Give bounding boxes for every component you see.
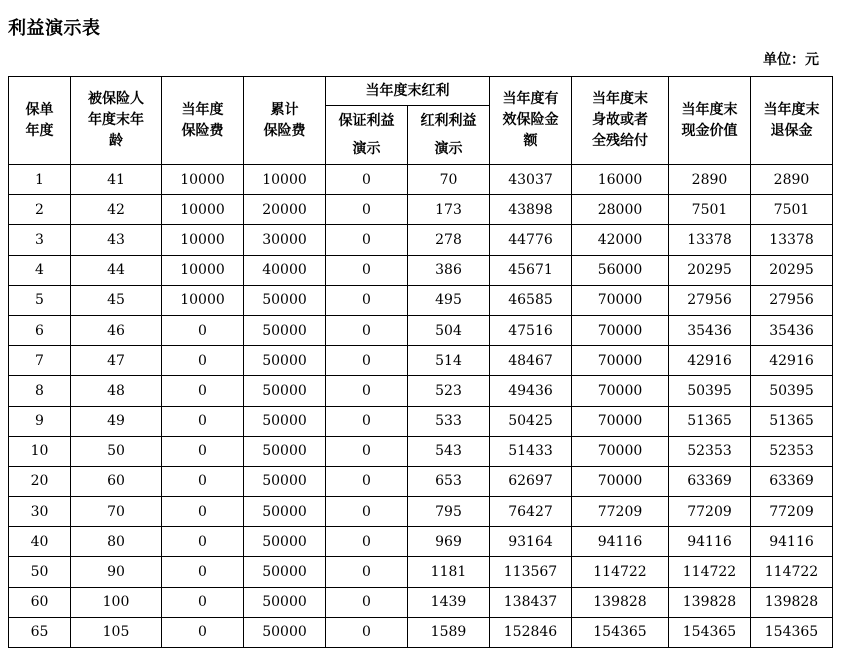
table-cell: 94116 — [572, 527, 669, 557]
table-cell: 42 — [71, 195, 162, 225]
table-cell: 70000 — [572, 285, 669, 315]
table-cell: 43898 — [490, 195, 572, 225]
table-cell: 0 — [326, 436, 408, 466]
header-line: 当年度末 — [763, 101, 820, 118]
table-cell: 10000 — [244, 165, 326, 195]
table-cell: 114722 — [751, 557, 833, 587]
table-cell: 52353 — [669, 436, 751, 466]
table-cell: 70000 — [572, 315, 669, 345]
table-cell: 7 — [9, 346, 71, 376]
header-line: 保险费 — [181, 122, 224, 139]
table-cell: 94116 — [669, 527, 751, 557]
header-insured-age — [71, 77, 162, 165]
table-cell: 0 — [326, 255, 408, 285]
table-cell: 46 — [71, 315, 162, 345]
table-row — [9, 376, 833, 406]
table-cell: 50000 — [244, 617, 326, 647]
table-row — [9, 587, 833, 617]
table-cell: 50000 — [244, 466, 326, 496]
header-line: 当年度末 — [592, 91, 648, 107]
table-cell: 0 — [326, 346, 408, 376]
table-header — [9, 77, 833, 165]
table-cell: 8 — [9, 376, 71, 406]
table-cell: 42916 — [669, 346, 751, 376]
table-cell: 114722 — [572, 557, 669, 587]
unit-label: 单位：元 — [763, 52, 819, 68]
table-cell: 0 — [162, 466, 244, 496]
table-cell: 50000 — [244, 497, 326, 527]
table-cell: 114722 — [669, 557, 751, 587]
table-row — [9, 557, 833, 587]
table-cell: 0 — [326, 617, 408, 647]
table-cell: 30 — [9, 497, 71, 527]
table-cell: 0 — [162, 376, 244, 406]
table-cell: 45 — [71, 285, 162, 315]
table-cell: 30000 — [244, 225, 326, 255]
table-cell: 46585 — [490, 285, 572, 315]
header-line: 效保险金 — [502, 112, 559, 128]
table-cell: 63369 — [669, 466, 751, 496]
table-cell: 0 — [162, 315, 244, 345]
table-cell: 0 — [162, 617, 244, 647]
table-cell: 94116 — [751, 527, 833, 557]
table-row — [9, 346, 833, 376]
table-cell: 70000 — [572, 376, 669, 406]
table-cell: 28000 — [572, 195, 669, 225]
table-cell: 52353 — [751, 436, 833, 466]
table-row — [9, 225, 833, 255]
table-cell: 16000 — [572, 165, 669, 195]
table-cell: 0 — [326, 165, 408, 195]
table-cell: 13378 — [751, 225, 833, 255]
table-cell: 1181 — [408, 557, 490, 587]
table-cell: 60 — [71, 466, 162, 496]
header-death-benefit — [572, 77, 669, 165]
table-cell: 20 — [9, 466, 71, 496]
table-cell: 504 — [408, 315, 490, 345]
table-cell: 154365 — [572, 617, 669, 647]
table-cell: 0 — [326, 527, 408, 557]
table-cell: 0 — [162, 436, 244, 466]
table-cell: 969 — [408, 527, 490, 557]
page-title: 利益演示表 — [8, 18, 101, 39]
table-cell: 70000 — [572, 436, 669, 466]
table-cell: 40000 — [244, 255, 326, 285]
table-row — [9, 436, 833, 466]
table-cell: 10000 — [162, 165, 244, 195]
table-cell: 50425 — [490, 406, 572, 436]
header-line: 年度末年 — [88, 112, 144, 128]
table-cell: 20295 — [751, 255, 833, 285]
table-cell: 0 — [162, 497, 244, 527]
table-cell: 533 — [408, 406, 490, 436]
table-cell: 50000 — [244, 406, 326, 436]
table-cell: 20000 — [244, 195, 326, 225]
table-cell: 4 — [9, 255, 71, 285]
table-cell: 495 — [408, 285, 490, 315]
header-line: 被保险人 — [88, 91, 144, 107]
table-cell: 70 — [408, 165, 490, 195]
table-cell: 543 — [408, 436, 490, 466]
table-cell: 3 — [9, 225, 71, 255]
table-row — [9, 285, 833, 315]
table-cell: 48 — [71, 376, 162, 406]
table-cell: 50000 — [244, 315, 326, 345]
table-cell: 0 — [162, 527, 244, 557]
table-cell: 70000 — [572, 406, 669, 436]
table-cell: 45671 — [490, 255, 572, 285]
table-cell: 49436 — [490, 376, 572, 406]
table-cell: 70 — [71, 497, 162, 527]
table-cell: 653 — [408, 466, 490, 496]
table-cell: 50 — [71, 436, 162, 466]
table-cell: 0 — [162, 587, 244, 617]
table-cell: 60 — [9, 587, 71, 617]
table-cell: 47 — [71, 346, 162, 376]
table-cell: 0 — [326, 466, 408, 496]
table-cell: 10000 — [162, 255, 244, 285]
table-cell: 80 — [71, 527, 162, 557]
table-cell: 77209 — [572, 497, 669, 527]
table-cell: 0 — [162, 557, 244, 587]
table-cell: 65 — [9, 617, 71, 647]
table-cell: 50000 — [244, 285, 326, 315]
table-cell: 0 — [162, 406, 244, 436]
table-cell: 795 — [408, 497, 490, 527]
table-cell: 0 — [162, 346, 244, 376]
table-cell: 138437 — [490, 587, 572, 617]
table-row — [9, 255, 833, 285]
header-cumulative-premium — [244, 77, 326, 165]
table-body — [9, 165, 833, 648]
table-cell: 0 — [326, 376, 408, 406]
table-cell: 9 — [9, 406, 71, 436]
header-line: 红利利益 — [420, 113, 477, 129]
header-line: 保证利益 — [338, 113, 395, 129]
table-cell: 6 — [9, 315, 71, 345]
header-line: 累计 — [270, 101, 299, 118]
table-cell: 48467 — [490, 346, 572, 376]
header-dividend-group: 当年度末红利 — [326, 77, 490, 106]
table-cell: 154365 — [751, 617, 833, 647]
table-cell: 50395 — [751, 376, 833, 406]
benefit-table — [8, 76, 833, 648]
table-row — [9, 497, 833, 527]
header-line: 当年度末 — [681, 101, 738, 118]
table-cell: 0 — [326, 557, 408, 587]
table-cell: 62697 — [490, 466, 572, 496]
table-cell: 0 — [326, 195, 408, 225]
table-cell: 7501 — [669, 195, 751, 225]
header-surrender-value — [751, 77, 833, 165]
table-cell: 10000 — [162, 195, 244, 225]
header-line: 保险费 — [263, 122, 306, 139]
header-line: 演示 — [352, 141, 381, 157]
header-line: 当年度有 — [502, 91, 559, 107]
table-cell: 35436 — [669, 315, 751, 345]
table-cell: 0 — [326, 225, 408, 255]
header-line: 额 — [523, 133, 538, 149]
header-line: 演示 — [434, 141, 463, 157]
table-cell: 93164 — [490, 527, 572, 557]
table-cell: 90 — [71, 557, 162, 587]
table-row — [9, 406, 833, 436]
header-guaranteed-benefit — [326, 106, 408, 165]
table-cell: 49 — [71, 406, 162, 436]
table-cell: 1 — [9, 165, 71, 195]
table-cell: 50 — [9, 557, 71, 587]
table-cell: 76427 — [490, 497, 572, 527]
table-cell: 44776 — [490, 225, 572, 255]
table-row — [9, 527, 833, 557]
table-cell: 139828 — [669, 587, 751, 617]
table-cell: 47516 — [490, 315, 572, 345]
table-cell: 173 — [408, 195, 490, 225]
table-cell: 42916 — [751, 346, 833, 376]
table-row — [9, 315, 833, 345]
table-cell: 10000 — [162, 225, 244, 255]
table-cell: 27956 — [751, 285, 833, 315]
table-cell: 50000 — [244, 436, 326, 466]
table-cell: 13378 — [669, 225, 751, 255]
table-cell: 41 — [71, 165, 162, 195]
table-cell: 152846 — [490, 617, 572, 647]
table-cell: 113567 — [490, 557, 572, 587]
table-cell: 154365 — [669, 617, 751, 647]
table-cell: 2 — [9, 195, 71, 225]
header-line: 现金价值 — [681, 122, 738, 139]
table-cell: 43037 — [490, 165, 572, 195]
header-effective-sum-insured — [490, 77, 572, 165]
header-cash-value — [669, 77, 751, 165]
table-cell: 40 — [9, 527, 71, 557]
table-cell: 35436 — [751, 315, 833, 345]
table-cell: 50000 — [244, 557, 326, 587]
table-cell: 20295 — [669, 255, 751, 285]
table-cell: 44 — [71, 255, 162, 285]
header-line: 全残给付 — [592, 133, 648, 149]
table-cell: 50000 — [244, 346, 326, 376]
header-line: 身故或者 — [592, 112, 648, 128]
table-cell: 51433 — [490, 436, 572, 466]
table-cell: 27956 — [669, 285, 751, 315]
table-cell: 42000 — [572, 225, 669, 255]
table-cell: 51365 — [751, 406, 833, 436]
table-cell: 7501 — [751, 195, 833, 225]
table-cell: 100 — [71, 587, 162, 617]
table-cell: 0 — [326, 285, 408, 315]
table-cell: 63369 — [751, 466, 833, 496]
header-dividend-benefit — [408, 106, 490, 165]
table-cell: 105 — [71, 617, 162, 647]
table-row — [9, 165, 833, 195]
table-row — [9, 195, 833, 225]
table-cell: 70000 — [572, 346, 669, 376]
table-cell: 77209 — [751, 497, 833, 527]
table-cell: 10 — [9, 436, 71, 466]
table-cell: 0 — [326, 497, 408, 527]
table-cell: 0 — [326, 315, 408, 345]
table-cell: 0 — [326, 406, 408, 436]
table-cell: 523 — [408, 376, 490, 406]
table-row — [9, 617, 833, 647]
table-cell: 2890 — [751, 165, 833, 195]
header-line: 龄 — [109, 133, 123, 149]
table-cell: 139828 — [751, 587, 833, 617]
table-cell: 10000 — [162, 285, 244, 315]
table-cell: 5 — [9, 285, 71, 315]
table-cell: 56000 — [572, 255, 669, 285]
table-cell: 514 — [408, 346, 490, 376]
table-cell: 51365 — [669, 406, 751, 436]
table-cell: 0 — [326, 587, 408, 617]
table-cell: 1439 — [408, 587, 490, 617]
header-line: 保单 — [25, 101, 54, 118]
header-line: 当年度 — [181, 101, 224, 118]
table-cell: 43 — [71, 225, 162, 255]
table-cell: 77209 — [669, 497, 751, 527]
table-cell: 2890 — [669, 165, 751, 195]
header-policy-year — [9, 77, 71, 165]
table-cell: 139828 — [572, 587, 669, 617]
header-line: 退保金 — [770, 122, 813, 139]
header-annual-premium — [162, 77, 244, 165]
table-cell: 50000 — [244, 527, 326, 557]
table-row — [9, 466, 833, 496]
table-cell: 1589 — [408, 617, 490, 647]
table-cell: 386 — [408, 255, 490, 285]
header-line: 年度 — [25, 122, 54, 139]
table-cell: 50395 — [669, 376, 751, 406]
table-cell: 278 — [408, 225, 490, 255]
table-cell: 50000 — [244, 587, 326, 617]
table-cell: 70000 — [572, 466, 669, 496]
table-cell: 50000 — [244, 376, 326, 406]
